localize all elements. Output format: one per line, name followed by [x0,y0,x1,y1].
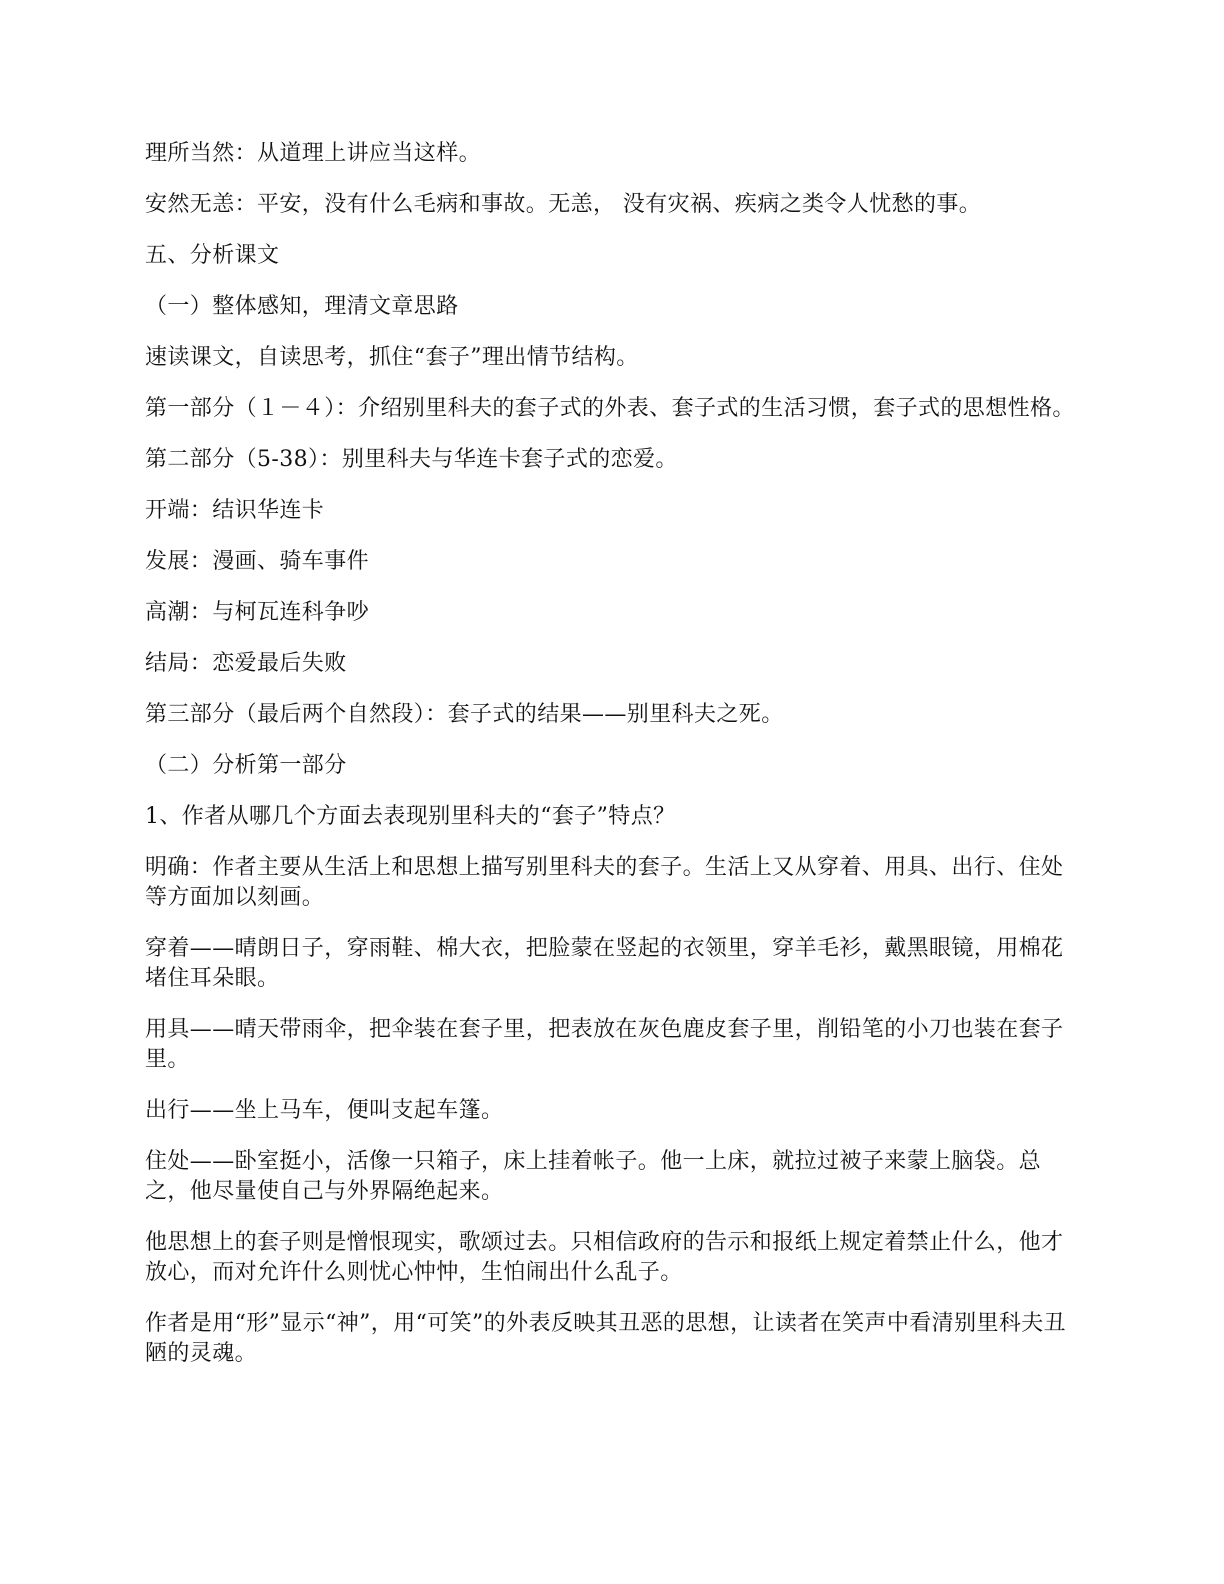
paragraph-plot-ending: 结局：恋爱最后失败 [145,651,347,676]
paragraph-residence: 住处——卧室挺小，活像一只箱子，床上挂着帐子。他一上床，就拉过被子来蒙上脑袋。总之，他尽量使自己与外界隔绝起来。 [145,1149,1042,1204]
subsection-heading-overview: （一）整体感知，理清文章思路 [145,294,459,319]
paragraph-question-one: 1、作者从哪几个方面去表现别里科夫的“套子”特点？ [145,804,676,829]
paragraph-plot-beginning: 开端：结识华连卡 [145,498,325,523]
paragraph-reading-instruction: 速读课文，自读思考，抓住“套子”理出情节结构。 [145,345,639,370]
paragraph-travel: 出行——坐上马车，便叫支起车篷。 [145,1098,504,1123]
paragraph-clothing: 穿着——晴朗日子，穿雨鞋、棉大衣，把脸蒙在竖起的衣领里，穿羊毛衫，戴黑眼镜，用棉花堵住耳朵眼。 [145,936,1064,991]
paragraph-utensils: 用具——晴天带雨伞，把伞装在套子里，把表放在灰色鹿皮套子里，削铅笔的小刀也装在套子里。 [145,1017,1064,1072]
paragraph-thought-sleeve: 他思想上的套子则是憎恨现实，歌颂过去。只相信政府的告示和报纸上规定着禁止什么，他才放心，而对允许什么则忧心忡忡，生怕闹出什么乱子。 [145,1230,1064,1285]
paragraph-definition-lisuodangran: 理所当然：从道理上讲应当这样。 [145,141,482,166]
section-heading-analysis: 五、分析课文 [145,243,280,268]
paragraph-plot-climax: 高潮：与柯瓦连科争吵 [145,600,370,625]
paragraph-part-two: 第二部分（5-38）：别里科夫与华连卡套子式的恋爱。 [145,447,678,472]
paragraph-author-technique: 作者是用“形”显示“神”，用“可笑”的外表反映其丑恶的思想，让读者在笑声中看清别里科夫丑陋的灵魂。 [145,1311,1067,1366]
paragraph-answer-intro: 明确：作者主要从生活上和思想上描写别里科夫的套子。生活上又从穿着、用具、出行、住处等方面加以刻画。 [145,855,1064,910]
document-body [145,139,1080,1390]
paragraph-definition-anranwuyang: 安然无恙：平安，没有什么毛病和事故。无恙， 没有灾祸、疾病之类令人忧愁的事。 [145,192,982,217]
paragraph-part-one: 第一部分（１－４）：介绍别里科夫的套子式的外表、套子式的生活习惯，套子式的思想性格。 [145,396,1075,421]
subsection-heading-part-one-analysis: （二）分析第一部分 [145,753,347,778]
paragraph-part-three: 第三部分（最后两个自然段）：套子式的结果——别里科夫之死。 [145,702,784,727]
paragraph-plot-development: 发展：漫画、骑车事件 [145,549,370,574]
